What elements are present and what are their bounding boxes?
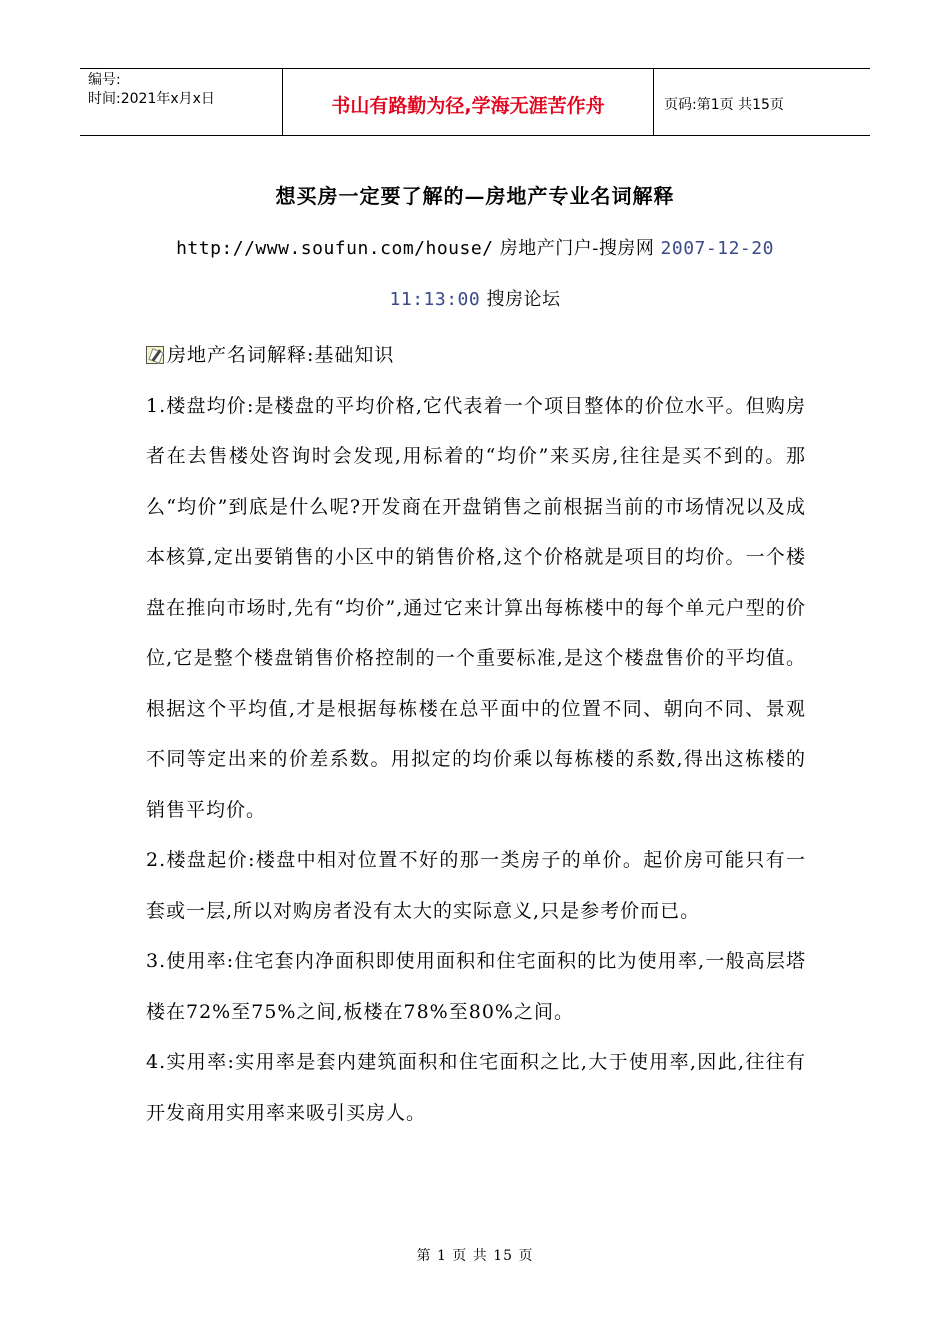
source-line bbox=[0, 234, 950, 260]
source-site: 房地产门户-搜房网 bbox=[493, 238, 661, 259]
source-url: http://www.soufun.com/house/ bbox=[176, 238, 494, 259]
source-time: 11:13:00 bbox=[389, 289, 481, 310]
paragraph-2: 2.楼盘起价:楼盘中相对位置不好的那一类房子的单价。起价房可能只有一套或一层,所以对购房者没有太大的实际意义,只是参考价而已。 bbox=[146, 849, 806, 922]
source-date: 2007-12-20 bbox=[660, 238, 774, 259]
section-heading-text: 房地产名词解释:基础知识 bbox=[167, 344, 395, 366]
header-meta bbox=[80, 69, 282, 135]
paragraph-1: 1.楼盘均价:是楼盘的平均价格,它代表着一个项目整体的价位水平。但购房者在去售楼处咨询时会发现,用标着的“均价”来买房,往往是买不到的。那么“均价”到底是什么呢?开发商在开盘销售之前根据当前的市场情况以及成本核算,定出要销售的小区中的销售价格,这个价格就是项目的均价。一个楼盘在推向市场时,先有“均价”,通过它来计算出每栋楼中的每个单元户型的价位,它是整个楼盘销售价格控制的一个重要标准,是这个楼盘售价的平均值。根据这个平均值,才是根据每栋楼在总平面中的位置不同、朝向不同、景观不同等定出来的价差系数。用拟定的均价乘以每栋楼的系数,得出这栋楼的销售平均价。 bbox=[146, 394, 806, 821]
section-heading bbox=[146, 330, 806, 381]
header-page-info: 页码:第1页 共15页 bbox=[664, 97, 784, 113]
page-footer: 第 1 页 共 15 页 bbox=[416, 1248, 534, 1264]
source-forum: 搜房论坛 bbox=[480, 289, 561, 310]
note-pen-icon bbox=[146, 346, 164, 364]
paragraph-3: 3.使用率:住宅套内净面积即使用面积和住宅面积的比为使用率,一般高层塔楼在72%至75%之间,板楼在78%至80%之间。 bbox=[146, 950, 806, 1023]
document-body bbox=[146, 330, 806, 1138]
document-title: 想买房一定要了解的—房地产专业名词解释 bbox=[275, 184, 675, 208]
header-motto: 书山有路勤为径,学海无涯苦作舟 bbox=[282, 69, 654, 135]
page-header bbox=[80, 68, 870, 136]
document-number-label: 编号: bbox=[88, 72, 121, 88]
document-time-label: 时间:2021年x月x日 bbox=[88, 91, 215, 107]
paragraph-4: 4.实用率:实用率是套内建筑面积和住宅面积之比,大于使用率,因此,往往有开发商用实用率来吸引买房人。 bbox=[146, 1051, 806, 1124]
source-line-2 bbox=[0, 285, 950, 311]
